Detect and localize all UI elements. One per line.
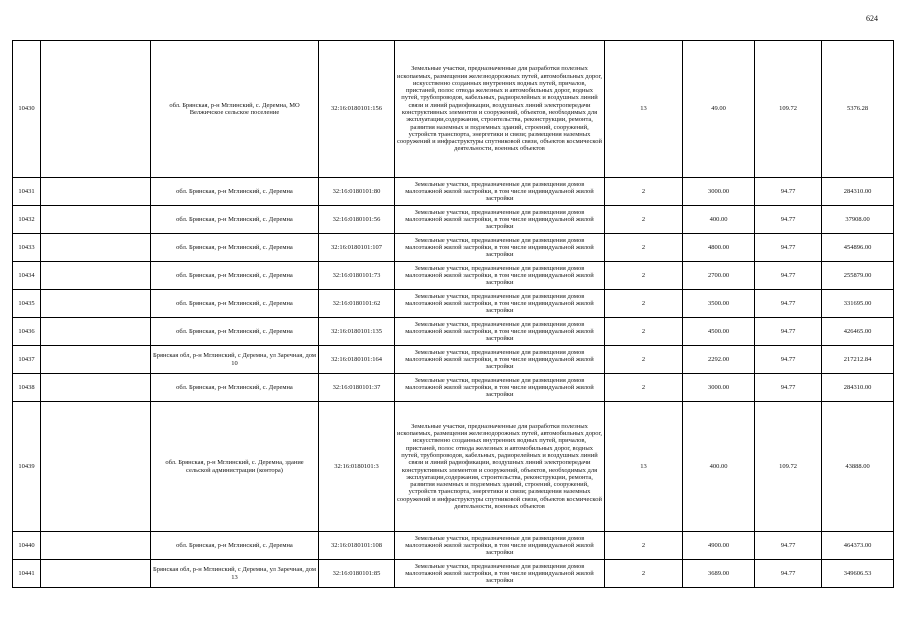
land-use-cell: Земельные участки, предназначенные для размещения домов малоэтажной жилой застройки, в том числе индивидуальной жилой застройки bbox=[395, 178, 605, 206]
row-number: 10432 bbox=[13, 206, 41, 234]
specific-value-cell: 94.77 bbox=[755, 206, 822, 234]
table-row bbox=[13, 532, 894, 560]
row-number: 10431 bbox=[13, 178, 41, 206]
table-row bbox=[13, 318, 894, 346]
use-code-cell: 2 bbox=[605, 532, 683, 560]
specific-value-cell: 94.77 bbox=[755, 290, 822, 318]
table-row bbox=[13, 402, 894, 532]
table-row bbox=[13, 262, 894, 290]
row-number: 10441 bbox=[13, 560, 41, 588]
cadastral-number-cell: 32:16:0180101:156 bbox=[319, 41, 395, 178]
cadastral-number-cell: 32:16:0180101:85 bbox=[319, 560, 395, 588]
use-code-cell: 13 bbox=[605, 402, 683, 532]
cadastral-number-cell: 32:16:0180101:80 bbox=[319, 178, 395, 206]
specific-value-cell: 94.77 bbox=[755, 532, 822, 560]
blank-cell bbox=[41, 346, 151, 374]
use-code-cell: 2 bbox=[605, 234, 683, 262]
address-cell: Брянская обл, р-н Мглинский, с Деремна, ул Заречная, дом 13 bbox=[151, 560, 319, 588]
specific-value-cell: 94.77 bbox=[755, 318, 822, 346]
blank-cell bbox=[41, 374, 151, 402]
area-cell: 2292.00 bbox=[683, 346, 755, 374]
area-cell: 400.00 bbox=[683, 402, 755, 532]
table-row bbox=[13, 290, 894, 318]
cadastral-number-cell: 32:16:0180101:37 bbox=[319, 374, 395, 402]
address-cell: обл. Брянская, р-н Мглинский, с. Деремна bbox=[151, 290, 319, 318]
land-use-cell: Земельные участки, предназначенные для размещения домов малоэтажной жилой застройки, в том числе индивидуальной жилой застройки bbox=[395, 262, 605, 290]
land-use-cell: Земельные участки, предназначенные для разработки полезных ископаемых, размещения железнодорожных путей, автомобильных дорог, искусственно созданных внутренних водных путей, причалов, пристаней, полос отвода железных и автомобильных дорог, водных путей, трубопроводов, кабельных, радиорелейных и воздушных линий связи и линий радиофикации, воздушных линий электропередачи конструктивных элементов и сооружений, объектов, необходимых для эксплуатации,содержания, строительства, реконструкции, ремонта, развития наземных и подземных зданий, строений, сооружений, устройств транспорта, энергетики и связи; размещения наземных сооружений и инфраструктуры спутниковой связи, объектов космической деятельности, военных объектов bbox=[395, 41, 605, 178]
address-cell: обл. Брянская, р-н Мглинский, с. Деремна, МО Велжичское сельское поселение bbox=[151, 41, 319, 178]
table-row bbox=[13, 234, 894, 262]
land-use-cell: Земельные участки, предназначенные для размещения домов малоэтажной жилой застройки, в том числе индивидуальной жилой застройки bbox=[395, 290, 605, 318]
cadastral-number-cell: 32:16:0180101:108 bbox=[319, 532, 395, 560]
cadastral-value-cell: 454896.00 bbox=[822, 234, 894, 262]
row-number: 10434 bbox=[13, 262, 41, 290]
address-cell: обл. Брянская, р-н Мглинский, с. Деремна bbox=[151, 262, 319, 290]
cadastral-value-cell: 426465.00 bbox=[822, 318, 894, 346]
table-row bbox=[13, 346, 894, 374]
cadastral-value-cell: 37908.00 bbox=[822, 206, 894, 234]
cadastral-value-table bbox=[12, 40, 894, 588]
land-use-cell: Земельные участки, предназначенные для размещения домов малоэтажной жилой застройки, в том числе индивидуальной жилой застройки bbox=[395, 318, 605, 346]
use-code-cell: 2 bbox=[605, 290, 683, 318]
blank-cell bbox=[41, 402, 151, 532]
land-use-cell: Земельные участки, предназначенные для размещения домов малоэтажной жилой застройки, в том числе индивидуальной жилой застройки bbox=[395, 560, 605, 588]
row-number: 10430 bbox=[13, 41, 41, 178]
area-cell: 400.00 bbox=[683, 206, 755, 234]
blank-cell bbox=[41, 262, 151, 290]
specific-value-cell: 109.72 bbox=[755, 402, 822, 532]
row-number: 10437 bbox=[13, 346, 41, 374]
blank-cell bbox=[41, 290, 151, 318]
blank-cell bbox=[41, 41, 151, 178]
land-use-cell: Земельные участки, предназначенные для размещения домов малоэтажной жилой застройки, в том числе индивидуальной жилой застройки bbox=[395, 206, 605, 234]
area-cell: 49.00 bbox=[683, 41, 755, 178]
blank-cell bbox=[41, 532, 151, 560]
row-number: 10440 bbox=[13, 532, 41, 560]
address-cell: обл. Брянская, р-н Мглинский, с. Деремна bbox=[151, 234, 319, 262]
cadastral-number-cell: 32:16:0180101:164 bbox=[319, 346, 395, 374]
cadastral-value-cell: 464373.00 bbox=[822, 532, 894, 560]
specific-value-cell: 109.72 bbox=[755, 41, 822, 178]
use-code-cell: 2 bbox=[605, 262, 683, 290]
row-number: 10438 bbox=[13, 374, 41, 402]
specific-value-cell: 94.77 bbox=[755, 234, 822, 262]
table-row bbox=[13, 374, 894, 402]
land-use-cell: Земельные участки, предназначенные для размещения домов малоэтажной жилой застройки, в том числе индивидуальной жилой застройки bbox=[395, 374, 605, 402]
cadastral-value-cell: 349606.53 bbox=[822, 560, 894, 588]
cadastral-number-cell: 32:16:0180101:107 bbox=[319, 234, 395, 262]
address-cell: Брянская обл, р-н Мглинский, с Деремна, ул Заречная, дом 10 bbox=[151, 346, 319, 374]
address-cell: обл. Брянская, р-н Мглинский, с. Деремна bbox=[151, 532, 319, 560]
use-code-cell: 2 bbox=[605, 346, 683, 374]
row-number: 10433 bbox=[13, 234, 41, 262]
cadastral-value-cell: 43888.00 bbox=[822, 402, 894, 532]
blank-cell bbox=[41, 318, 151, 346]
area-cell: 4500.00 bbox=[683, 318, 755, 346]
land-use-cell: Земельные участки, предназначенные для разработки полезных ископаемых, размещения железнодорожных путей, автомобильных дорог, искусственно созданных внутренних водных путей, причалов, пристаней, полос отвода железных и автомобильных дорог, водных путей, трубопроводов, кабельных, радиорелейных и воздушных линий связи и линий радиофикации, воздушных линий электропередачи конструктивных элементов и сооружений, объектов, необходимых для эксплуатации,содержания, строительства, реконструкции, ремонта, развития наземных и подземных зданий, строений, сооружений, устройств транспорта, энергетики и связи; размещения наземных сооружений и инфраструктуры спутниковой связи, объектов космической деятельности, военных объектов bbox=[395, 402, 605, 532]
address-cell: обл. Брянская, р-н Мглинский, с. Деремна, здание сельской администрации (контора) bbox=[151, 402, 319, 532]
specific-value-cell: 94.77 bbox=[755, 346, 822, 374]
cadastral-number-cell: 32:16:0180101:73 bbox=[319, 262, 395, 290]
specific-value-cell: 94.77 bbox=[755, 560, 822, 588]
table-row bbox=[13, 178, 894, 206]
use-code-cell: 2 bbox=[605, 178, 683, 206]
area-cell: 4800.00 bbox=[683, 234, 755, 262]
land-use-cell: Земельные участки, предназначенные для размещения домов малоэтажной жилой застройки, в том числе индивидуальной жилой застройки bbox=[395, 346, 605, 374]
cadastral-value-cell: 255879.00 bbox=[822, 262, 894, 290]
blank-cell bbox=[41, 560, 151, 588]
address-cell: обл. Брянская, р-н Мглинский, с. Деремна bbox=[151, 374, 319, 402]
area-cell: 4900.00 bbox=[683, 532, 755, 560]
cadastral-number-cell: 32:16:0180101:62 bbox=[319, 290, 395, 318]
land-use-cell: Земельные участки, предназначенные для размещения домов малоэтажной жилой застройки, в том числе индивидуальной жилой застройки bbox=[395, 234, 605, 262]
cadastral-number-cell: 32:16:0180101:135 bbox=[319, 318, 395, 346]
cadastral-value-cell: 331695.00 bbox=[822, 290, 894, 318]
address-cell: обл. Брянская, р-н Мглинский, с. Деремна bbox=[151, 206, 319, 234]
cadastral-number-cell: 32:16:0180101:56 bbox=[319, 206, 395, 234]
row-number: 10436 bbox=[13, 318, 41, 346]
blank-cell bbox=[41, 206, 151, 234]
area-cell: 3000.00 bbox=[683, 178, 755, 206]
use-code-cell: 13 bbox=[605, 41, 683, 178]
specific-value-cell: 94.77 bbox=[755, 374, 822, 402]
blank-cell bbox=[41, 178, 151, 206]
cadastral-value-cell: 217212.84 bbox=[822, 346, 894, 374]
table-row bbox=[13, 560, 894, 588]
specific-value-cell: 94.77 bbox=[755, 262, 822, 290]
table-row bbox=[13, 41, 894, 178]
address-cell: обл. Брянская, р-н Мглинский, с. Деремна bbox=[151, 318, 319, 346]
use-code-cell: 2 bbox=[605, 560, 683, 588]
cadastral-number-cell: 32:16:0180101:3 bbox=[319, 402, 395, 532]
use-code-cell: 2 bbox=[605, 318, 683, 346]
use-code-cell: 2 bbox=[605, 374, 683, 402]
area-cell: 3000.00 bbox=[683, 374, 755, 402]
blank-cell bbox=[41, 234, 151, 262]
area-cell: 2700.00 bbox=[683, 262, 755, 290]
land-use-cell: Земельные участки, предназначенные для размещения домов малоэтажной жилой застройки, в том числе индивидуальной жилой застройки bbox=[395, 532, 605, 560]
cadastral-value-cell: 5376.28 bbox=[822, 41, 894, 178]
specific-value-cell: 94.77 bbox=[755, 178, 822, 206]
area-cell: 3689.00 bbox=[683, 560, 755, 588]
table-body bbox=[13, 41, 894, 588]
row-number: 10439 bbox=[13, 402, 41, 532]
cadastral-value-cell: 284310.00 bbox=[822, 374, 894, 402]
address-cell: обл. Брянская, р-н Мглинский, с. Деремна bbox=[151, 178, 319, 206]
cadastral-value-cell: 284310.00 bbox=[822, 178, 894, 206]
use-code-cell: 2 bbox=[605, 206, 683, 234]
table-row bbox=[13, 206, 894, 234]
row-number: 10435 bbox=[13, 290, 41, 318]
area-cell: 3500.00 bbox=[683, 290, 755, 318]
page-number: 624 bbox=[866, 14, 878, 23]
